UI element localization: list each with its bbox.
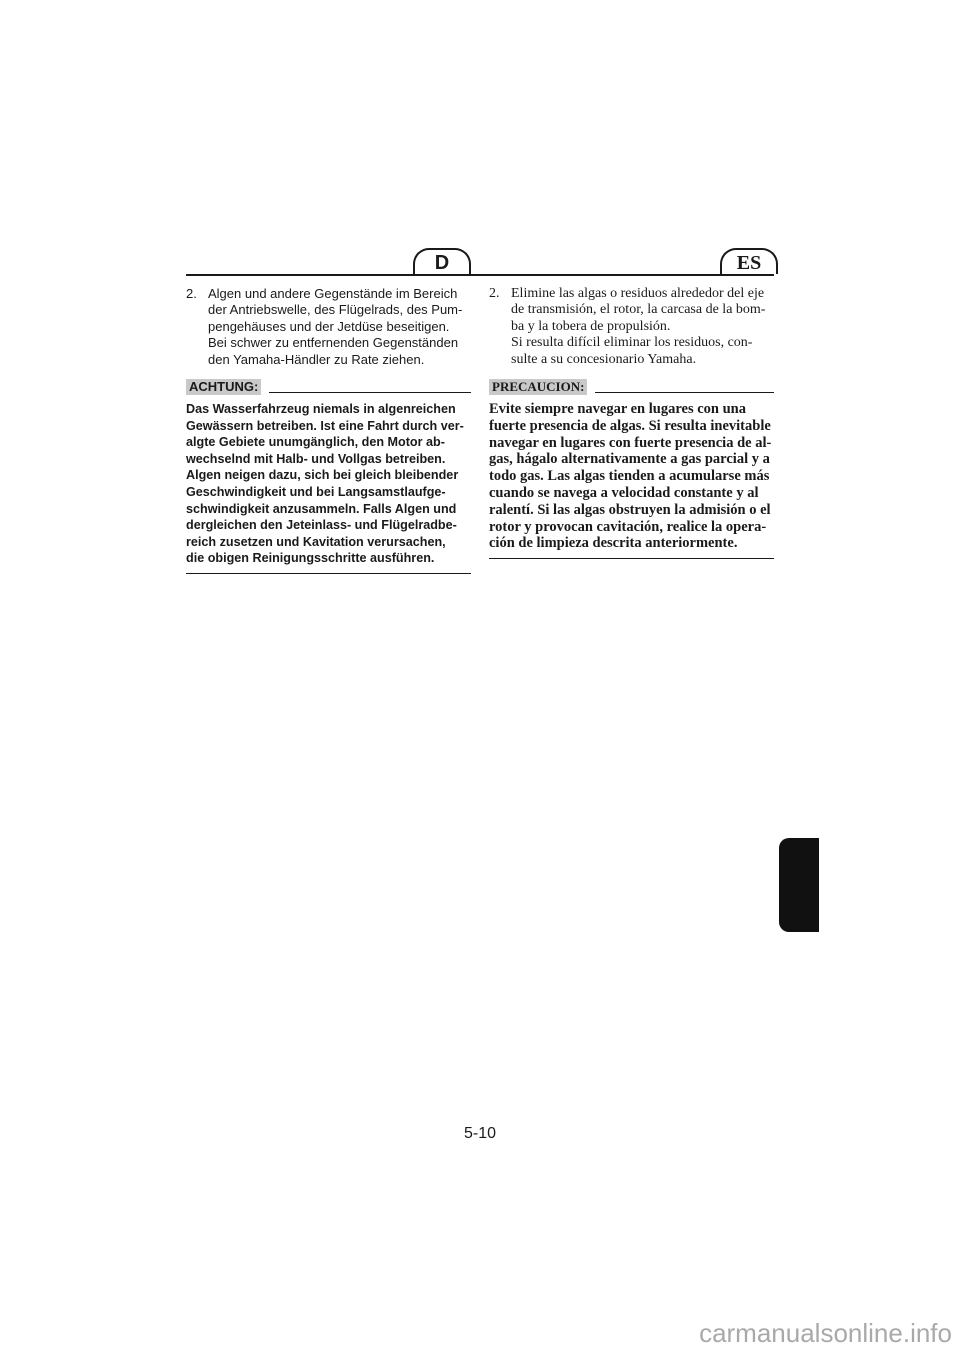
german-caution-label: ACHTUNG: xyxy=(186,379,261,395)
german-caution-heading xyxy=(186,377,471,395)
german-caution-line: die obigen Reinigungsschritte ausführen. xyxy=(186,551,435,566)
german-caution-line: Gewässern betreiben. Ist eine Fahrt durch ver- xyxy=(186,418,464,433)
spanish-caution-line: ralentí. Si las algas obstruyen la admisión o el xyxy=(489,501,771,518)
german-step-line: Algen und andere Gegenstände im Bereich xyxy=(208,286,458,301)
german-caution-end-rule xyxy=(186,573,471,574)
german-caution-text xyxy=(186,401,471,567)
spanish-step-line: Elimine las algas o residuos alrededor del eje xyxy=(511,286,765,301)
spanish-caution-line: fuerte presencia de algas. Si resulta inevitable xyxy=(489,417,771,434)
spanish-step-2 xyxy=(489,286,774,368)
watermark: carmanualsonline.info xyxy=(699,1318,952,1348)
german-step-line: den Yamaha-Händler zu Rate ziehen. xyxy=(208,351,425,367)
german-step-number: 2. xyxy=(186,286,197,301)
german-caution-line: Das Wasserfahrzeug niemals in algenreichen xyxy=(186,402,456,417)
german-caution-line: schwindigkeit anzusammeln. Falls Algen und xyxy=(186,501,457,516)
spanish-caution-end-rule xyxy=(489,558,774,559)
spanish-caution-line: rotor y provocan cavitación, realice la opera- xyxy=(489,518,767,535)
german-step-2 xyxy=(186,286,471,368)
german-step-line: der Antriebswelle, des Flügelrads, des Pum- xyxy=(208,302,463,318)
german-caution-line: Geschwindigkeit und bei Langsamstlaufge- xyxy=(186,485,446,499)
header-rule xyxy=(186,274,774,276)
german-caution-line: reich zusetzen und Kavitation verursachen, xyxy=(186,534,446,549)
spanish-step-line: ba y la tobera de propulsión. xyxy=(511,318,671,334)
page-number: 5-10 xyxy=(463,1125,497,1142)
language-tab-german: D xyxy=(413,248,471,274)
spanish-step-line: Si resulta difícil eliminar los residuos, con- xyxy=(511,335,753,351)
spanish-caution-line: cuando se navega a velocidad constante y al xyxy=(489,485,759,502)
spanish-caution-line: gas, hágalo alternativamente a gas parcial y a xyxy=(489,451,770,468)
spanish-step-line: sulte a su concesionario Yamaha. xyxy=(511,351,697,367)
caution-heading-rule xyxy=(595,392,774,393)
german-caution-line: dergleichen den Jeteinlass- und Flügelradbe- xyxy=(186,518,457,533)
german-caution-line: wechselnd mit Halb- und Vollgas betreiben. xyxy=(186,451,446,466)
german-caution-line: Algen neigen dazu, sich bei gleich bleibender xyxy=(186,468,459,483)
german-step-line: Bei schwer zu entfernenden Gegenständen xyxy=(208,335,459,351)
spanish-caution-line: todo gas. Las algas tienden a acumularse más xyxy=(489,468,770,485)
german-step-line: pengehäuses und der Jetdüse beseitigen. xyxy=(208,318,450,334)
spanish-caution-line: navegar en lugares con fuerte presencia de al- xyxy=(489,434,772,451)
language-tab-spanish: ES xyxy=(720,248,778,274)
spanish-column xyxy=(489,286,774,559)
german-caution-line: algte Gebiete unumgänglich, den Motor ab- xyxy=(186,435,445,450)
spanish-caution-heading xyxy=(489,377,774,395)
spanish-step-number: 2. xyxy=(489,286,500,301)
german-column xyxy=(186,286,471,574)
spanish-caution-label: PRECAUCION: xyxy=(489,379,587,395)
spanish-caution-line: ción de limpieza descrita anteriormente. xyxy=(489,535,738,552)
spanish-caution-line: Evite siempre navegar en lugares con una xyxy=(489,401,746,418)
chapter-thumb-tab xyxy=(779,838,819,932)
caution-heading-rule xyxy=(269,392,471,393)
spanish-step-line: de transmisión, el rotor, la carcasa de la bom- xyxy=(511,302,766,318)
spanish-caution-text xyxy=(489,401,774,552)
